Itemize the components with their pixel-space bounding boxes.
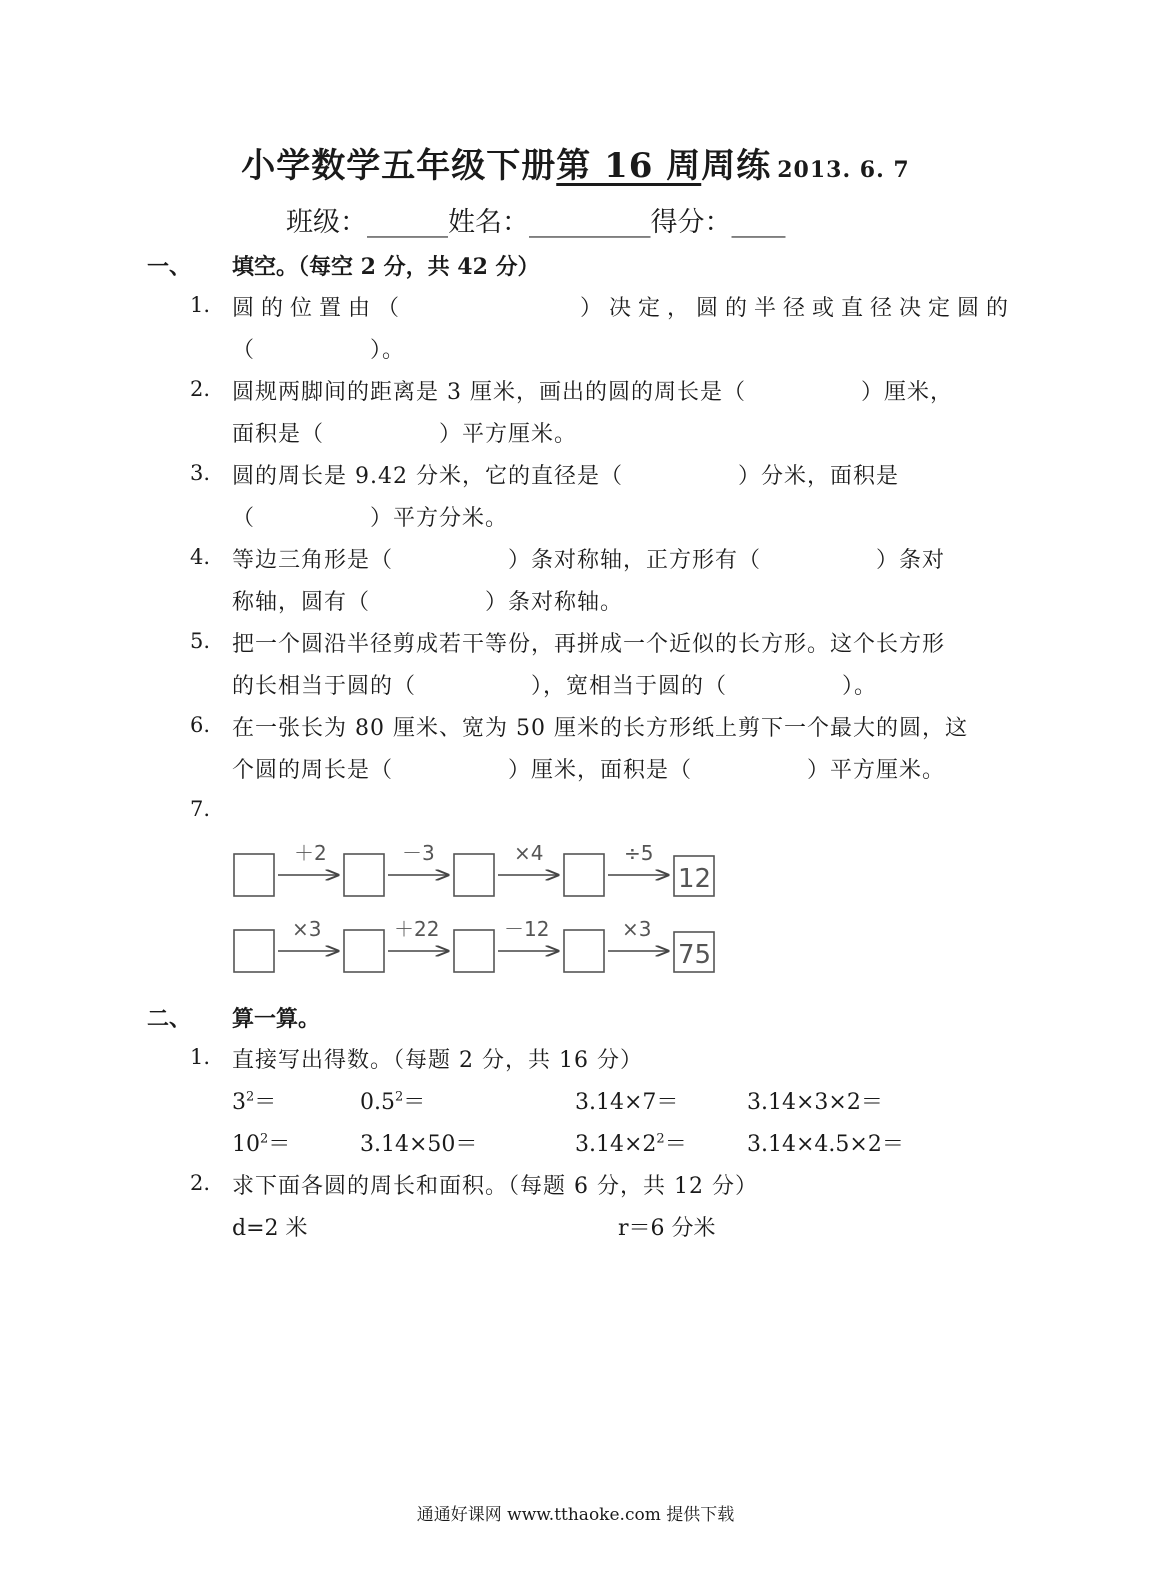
q7-operation-chains (226, 838, 726, 978)
q3-number: 3. (190, 461, 211, 485)
calc-item: $3^2=$ (232, 1089, 277, 1115)
chain2-op-1: ×3 (292, 917, 322, 941)
q2-line1: 圆规两脚间的距离是 3 厘米，画出的圆的周长是（ ）厘米， (232, 380, 953, 405)
calc-item: 3.14×50＝ (360, 1132, 478, 1157)
title-main: 小学数学五年级下册 (241, 146, 557, 186)
q6-line1: 在一张长为 80 厘米、宽为 50 厘米的长方形纸上剪下一个最大的圆，这 (232, 716, 968, 741)
s2q2-number: 2. (190, 1171, 211, 1195)
worksheet-title (0, 138, 1151, 187)
chain2 (234, 917, 714, 972)
chain2-box-1 (234, 930, 274, 972)
circle-radius: r＝6 分米 (618, 1216, 716, 1241)
chain1-op-1: ＋2 (294, 841, 327, 865)
chain1-box-3 (454, 854, 494, 896)
section1-title: 填空。（每空 2 分，共 42 分） (232, 254, 540, 280)
chain1-op-3: ×4 (514, 841, 544, 865)
q1-line2: （ ）。 (232, 338, 406, 363)
chain1-box-4 (564, 854, 604, 896)
q6-number: 6. (190, 713, 211, 737)
q3-line2: （ ）平方分米。 (232, 506, 509, 531)
chain1-op-2: －3 (402, 841, 435, 865)
chain2-box-3 (454, 930, 494, 972)
q6-line2: 个圆的周长是（ ）厘米，面积是（ ）平方厘米。 (232, 758, 946, 783)
s2q1-number: 1. (190, 1045, 211, 1069)
footer-source: 通通好课网 www.tthaoke.com 提供下载 (416, 1505, 735, 1525)
calc-item: $10^2=$ (232, 1131, 291, 1157)
calc-item: $3.14\times 2^2=$ (575, 1131, 687, 1157)
q3-line1: 圆的周长是 9.42 分米，它的直径是（ ）分米，面积是 (232, 464, 899, 489)
chain2-box-4 (564, 930, 604, 972)
section1-number: 一、 (147, 254, 192, 280)
q4-line1: 等边三角形是（ ）条对称轴，正方形有（ ）条对 (232, 548, 946, 573)
calc-item: 3.14×4.5×2＝ (747, 1132, 904, 1157)
q4-number: 4. (190, 545, 211, 569)
title-week: 第 16 周 (556, 146, 702, 186)
chain2-op-3: －12 (504, 917, 550, 941)
student-info-line: 班级：______姓名：_________得分：____ (286, 207, 786, 238)
q7-number: 7. (190, 797, 211, 821)
circle-diameter: d=2 米 (232, 1216, 308, 1241)
calc-item: 3.14×3×2＝ (747, 1090, 883, 1115)
q5-line2: 的长相当于圆的（ ），宽相当于圆的（ ）。 (232, 674, 878, 699)
s2q2-text: 求下面各圆的周长和面积。（每题 6 分，共 12 分） (232, 1174, 758, 1199)
chain1-box-2 (344, 854, 384, 896)
q1-line1: 圆的位置由（ ）决定，圆的半径或直径决定圆的 (232, 296, 1016, 321)
chain1 (234, 841, 714, 896)
chain2-box-2 (344, 930, 384, 972)
q1-number: 1. (190, 293, 211, 317)
chain1-box-1 (234, 854, 274, 896)
section2-number: 二、 (147, 1006, 192, 1032)
chain1-result: 12 (678, 864, 712, 894)
chain2-op-2: ＋22 (394, 917, 440, 941)
q5-number: 5. (190, 629, 211, 653)
calc-item: 3.14×7＝ (575, 1090, 679, 1115)
q2-number: 2. (190, 377, 211, 401)
chain1-op-4: ÷5 (624, 841, 654, 865)
q2-line2: 面积是（ ）平方厘米。 (232, 422, 578, 447)
title-suffix: 周练 (701, 146, 772, 186)
section2-title: 算一算。 (232, 1006, 321, 1032)
title-date: 2013. 6. 7 (777, 157, 910, 183)
q5-line1: 把一个圆沿半径剪成若干等份，再拼成一个近似的长方形。这个长方形 (232, 632, 946, 657)
s2q1-text: 直接写出得数。（每题 2 分，共 16 分） (232, 1048, 643, 1073)
chain2-result: 75 (678, 940, 712, 970)
calc-item: $0.5^2=$ (360, 1089, 426, 1115)
chain2-op-4: ×3 (622, 917, 652, 941)
q4-line2: 称轴，圆有（ ）条对称轴。 (232, 590, 624, 615)
